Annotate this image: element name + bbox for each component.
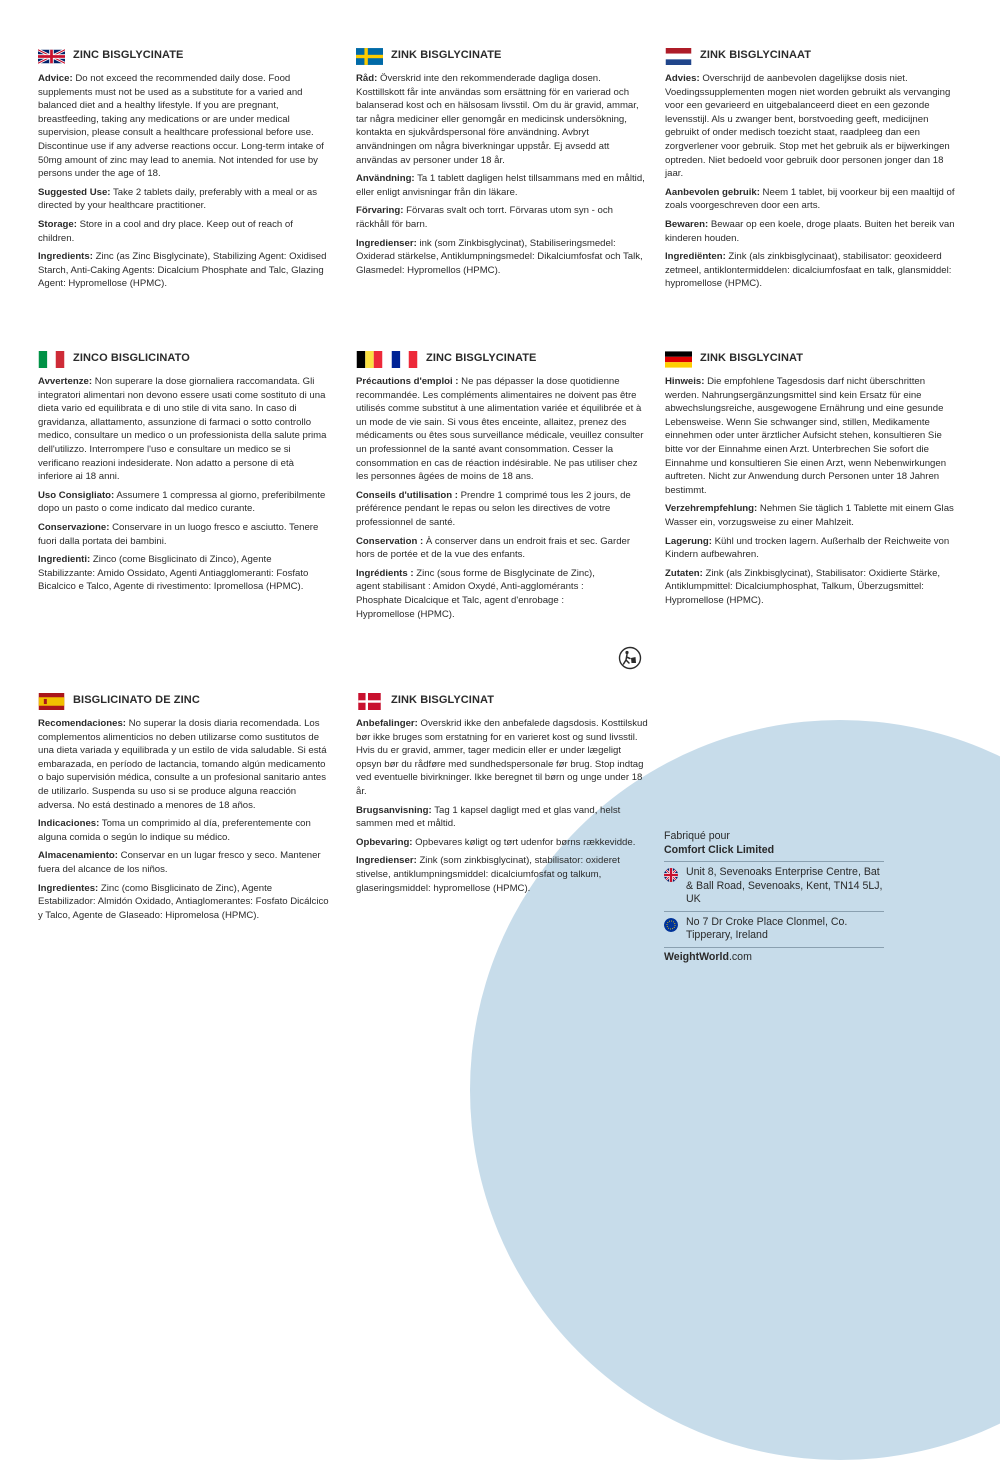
panel-en	[38, 46, 330, 296]
storage-section: Almacenamiento: Conservar en un lugar fresco y seco. Mantener fuera del alcance de los niños.	[38, 850, 321, 875]
advice-section: Anbefalinger: Overskrid ikke den anbefalede dagsdosis. Kosttilskud bør ikke bruges som erstatning for en varieret kost og sund livsstil. Hvis du er gravid, ammer, tager medicin eller er under lægeligt opsyn bør du rådføre med sundhedspersonale før brug. Stop indtag ved eventuelle bivirkninger. Ikke beregnet til børn og unge under 18 år.	[356, 718, 648, 797]
usage-section: Uso Consigliato: Assumere 1 compressa al giorno, preferibilmente dopo un pasto o come indicato dal medico curante.	[38, 489, 326, 515]
germany-flag-icon	[665, 351, 692, 368]
ingredients-section: Zutaten: Zink (als Zinkbisglycinat), Stabilisator: Oxidierte Stärke, Antiklumpmittel: Dicalciumphosphat, Talkum, Überzugsmittel: Hypromellose (HPMC).	[665, 567, 941, 606]
panel-title: ZINC BISGLYCINATE	[73, 49, 184, 62]
panel-title: ZINK BISGLYCINATE	[391, 49, 502, 62]
advice-section: Råd: Överskrid inte den rekommenderade dagliga dosen. Kosttillskott får inte användas som ersättning för en varierad och balanserad kost och en hälsosam livsstil. Om du är gravid, ammar, tar några mediciner eller genomgår en medicinsk undersökning, kontakta en sjukvårdspersonal före användning. Avbryt användningen om några biverkningar uppstår. Ej avsedd att användas av personer under 18 år.	[356, 73, 639, 166]
panel-nl	[665, 46, 957, 296]
usage-section: Användning: Ta 1 tablett dagligen helst tillsammans med en måltid, eller enligt anvisningar från din läkare.	[356, 173, 645, 198]
sweden-flag-icon	[356, 48, 383, 65]
eu-flag-icon	[664, 918, 678, 932]
usage-section: Aanbevolen gebruik: Neem 1 tablet, bij voorkeur bij een maaltijd of zoals voorgeschreven door een arts.	[665, 186, 955, 212]
storage-section: Bewaren: Bewaar op een koele, droge plaats. Buiten het bereik van kinderen houden.	[665, 218, 955, 244]
uk-address: Unit 8, Sevenoaks Enterprise Centre, Bat & Ball Road, Sevenoaks, Kent, TN14 5LJ, UK	[686, 866, 883, 906]
panel-sv	[356, 46, 648, 282]
usage-section: Indicaciones: Toma un comprimido al día, preferentemente con alguna comida o según lo indique su médico.	[38, 818, 311, 843]
denmark-flag-icon	[356, 693, 383, 710]
storage-section: Förvaring: Förvaras svalt och torrt. Förvaras utom syn - och räckhåll för barn.	[356, 205, 613, 230]
panel-fr	[356, 349, 648, 626]
advice-section: Hinweis: Die empfohlene Tagesdosis darf nicht überschritten werden. Nahrungsergänzungsmittel sind kein Ersatz für eine abwechslungsreiche, ausgewogene Ernährung und eine gesunde Lebensweise. Wenn Sie schwanger sind, stillen, Medikamente einnehmen oder unter ärztlicher Aufsicht stehen, konsultieren Sie bitte vor der Einnahme einen Arzt. Unterbrechen Sie sofort die Einnahme und konsultieren Sie einen Arzt, wenn Nebenwirkungen auftreten. Nicht zur Anwendung durch Personen unter 18 Jahren bestimmt.	[665, 376, 947, 496]
panel-title: BISGLICINATO DE ZINC	[73, 694, 200, 707]
storage-section: Conservation : À conserver dans un endroit frais et sec. Garder hors de portée et de la vue des enfants.	[356, 535, 631, 561]
panel-title: ZINCO BISGLICINATO	[73, 352, 190, 365]
usage-section: Conseils d'utilisation : Prendre 1 comprimé tous les 2 jours, de préférence pendant le repas ou selon les directives de votre professionnel de santé.	[356, 489, 631, 528]
ingredients-section: Ingredientes: Zinc (como Bisglicinato de Zinc), Agente Estabilizador: Almidón Oxidado, Antiaglomerantes: Fosfato Dicálcico y Talco, Agente de Glaseado: Hipromelosa (HPMC).	[38, 882, 329, 921]
advice-section: Précautions d'emploi : Ne pas dépasser la dose quotidienne recommandée. Les compléments alimentaires ne doivent pas être utilisés comme substitut à une alimentation variée et équilibrée et à un mode de vie sain. Si vous êtes enceinte, allaitez, prenez des médicaments ou êtes sous surveillance médicale, veuillez consulter un professionnel de la santé avant consommation. Cesser la consommation en cas de réaction indésirable. Ne pas utiliser chez les personnes âgées de moins de 18 ans.	[356, 376, 644, 483]
ingredients-section: Ingredienti: Zinco (come Bisglicinato di Zinco), Agente Stabilizzante: Amido Ossidato, Agenti Antiagglomeranti: Fosfato Bicalcico e Talco, Agente di rivestimento: Ipromellosa (HPMC).	[38, 554, 309, 593]
panel-title: ZINK BISGLYCINAT	[391, 694, 495, 707]
ingredients-section: Ingredients: Zinc (as Zinc Bisglycinate), Stabilizing Agent: Oxidised Starch, Anti-Caking Agents: Dicalcium Phosphate and Talc, Glazing Agent: Hypromellose (HPMC).	[38, 251, 327, 290]
france-flag-icon	[391, 351, 418, 368]
manufacturer-prefix: Fabriqué pour	[664, 830, 730, 842]
advice-section: Advice: Do not exceed the recommended daily dose. Food supplements must not be used as a substitute for a varied and balanced diet and a healthy lifestyle. If you are pregnant, breastfeeding, taking any medications or are under medical supervision, please consult a healthcare professional before use. Discontinue use if any adverse reactions occur. Long-term intake of 50mg amount of zinc may lead to anemia. Not intended for use by persons under the age of 18.	[38, 73, 324, 180]
panel-da	[356, 691, 648, 900]
ingredients-section: Ingrédients : Zinc (sous forme de Bisglycinate de Zinc), agent stabilisant : Amidon Oxydé, Anti-agglomérants : Phosphate Dicalcique et Talc, agent d'enrobage : Hypromellose (HPMC).	[356, 567, 595, 620]
storage-section: Lagerung: Kühl und trocken lagern. Außerhalb der Reichweite von Kindern aufbewahren.	[665, 535, 950, 561]
ingredients-section: Ingredienser: Zink (som zinkbisglycinat), stabilisator: oxideret stivelse, antiklumpningsmiddel: dicalciumfosfat og talkum, glaseringsmiddel: hypromellose (HPMC).	[356, 855, 620, 894]
storage-section: Opbevaring: Opbevares køligt og tørt udenfor børns rækkevidde.	[356, 836, 636, 848]
panel-it	[38, 349, 330, 599]
storage-section: Conservazione: Conservare in un luogo fresco e asciutto. Tenere fuori dalla portata dei bambini.	[38, 521, 319, 547]
panel-title: ZINK BISGLYCINAAT	[700, 49, 812, 62]
uk-flag-icon	[664, 868, 678, 882]
advice-section: Recomendaciones: No superar la dosis diaria recomendada. Los complementos alimenticios no deben utilizarse como sustitutos de una dieta variada y equilibrada y un estilo de vida saludable. Si está embarazada, en período de lactancia, tomando algún medicamento o bajo supervisión médica, consulte a un profesional sanitario antes de utilizarlo. Suspenda su uso si se produce alguna reacción adversa. No está destinado a menores de 18 años.	[38, 718, 327, 811]
spain-flag-icon	[38, 693, 65, 710]
belgium-flag-icon	[356, 351, 383, 368]
website: WeightWorld.com	[664, 947, 884, 964]
advice-section: Advies: Overschrijd de aanbevolen dagelijkse dosis niet. Voedingssupplementen mogen niet worden gebruikt als vervanging voor een gevarieerd en uitgebalanceerd dieet en een gezonde levensstijl. Als u zwanger bent, borstvoeding geeft, medicijnen gebruikt of onder medisch toezicht staat, raadpleeg dan een zorgverlener voor gebruik. Stop met het gebruik als er bijwerkingen optreden. Niet bedoeld voor gebruik door personen jonger dan 18 jaar.	[665, 73, 951, 180]
manufacturer-block	[664, 829, 884, 964]
uk-flag-icon	[38, 48, 65, 65]
storage-section: Storage: Store in a cool and dry place. Keep out of reach of children.	[38, 218, 293, 244]
usage-section: Suggested Use: Take 2 tablets daily, preferably with a meal or as directed by your healthcare practitioner.	[38, 186, 318, 212]
advice-section: Avvertenze: Non superare la dose giornaliera raccomandata. Gli integratori alimentari non devono essere usati come sostituto di una dieta vario ed equilibrata e di uno stile di vita sano. In caso di gravidanza, allattamento, assunzione di farmaci o sotto controllo medico, consultare un medico o un professionista della salute prima dell'utilizzo. Interrompere l'uso e consultare un medico se si verificano reazioni indesiderate. Non adatto a persone di età inferiore ai 18 anni.	[38, 376, 327, 483]
panel-es	[38, 691, 330, 927]
italy-flag-icon	[38, 351, 65, 368]
ingredients-section: Ingrediënten: Zink (als zinkbisglycinaat), stabilisator: geoxideerd zetmeel, antiklontermiddelen: dicalciumfosfaat en talk, glansmiddel: hypromellose (HPMC).	[665, 251, 952, 290]
usage-section: Brugsanvisning: Tag 1 kapsel dagligt med et glas vand, helst sammen med et måltid.	[356, 804, 621, 830]
panel-title: ZINC BISGLYCINATE	[426, 352, 537, 365]
tidyman-recycle-icon	[618, 646, 642, 675]
uk-address-row	[664, 861, 884, 911]
ingredients-section: Ingredienser: ink (som Zinkbisglycinat), Stabiliseringsmedel: Oxiderad stärkelse, Antiklumpningsmedel: Dikalciumfosfat och Talk, Glasmedel: Hypromellos (HPMC).	[356, 237, 643, 276]
netherlands-flag-icon	[665, 48, 692, 65]
manufacturer-name: Comfort Click Limited	[664, 844, 775, 856]
usage-section: Verzehrempfehlung: Nehmen Sie täglich 1 Tablette mit einem Glas Wasser ein, vorzugsweise zu einer Mahlzeit.	[665, 503, 954, 528]
ie-address-row	[664, 911, 884, 947]
ie-address: No 7 Dr Croke Place Clonmel, Co. Tipperary, Ireland	[686, 915, 848, 942]
panel-de	[665, 349, 957, 613]
panel-title: ZINK BISGLYCINAT	[700, 352, 804, 365]
